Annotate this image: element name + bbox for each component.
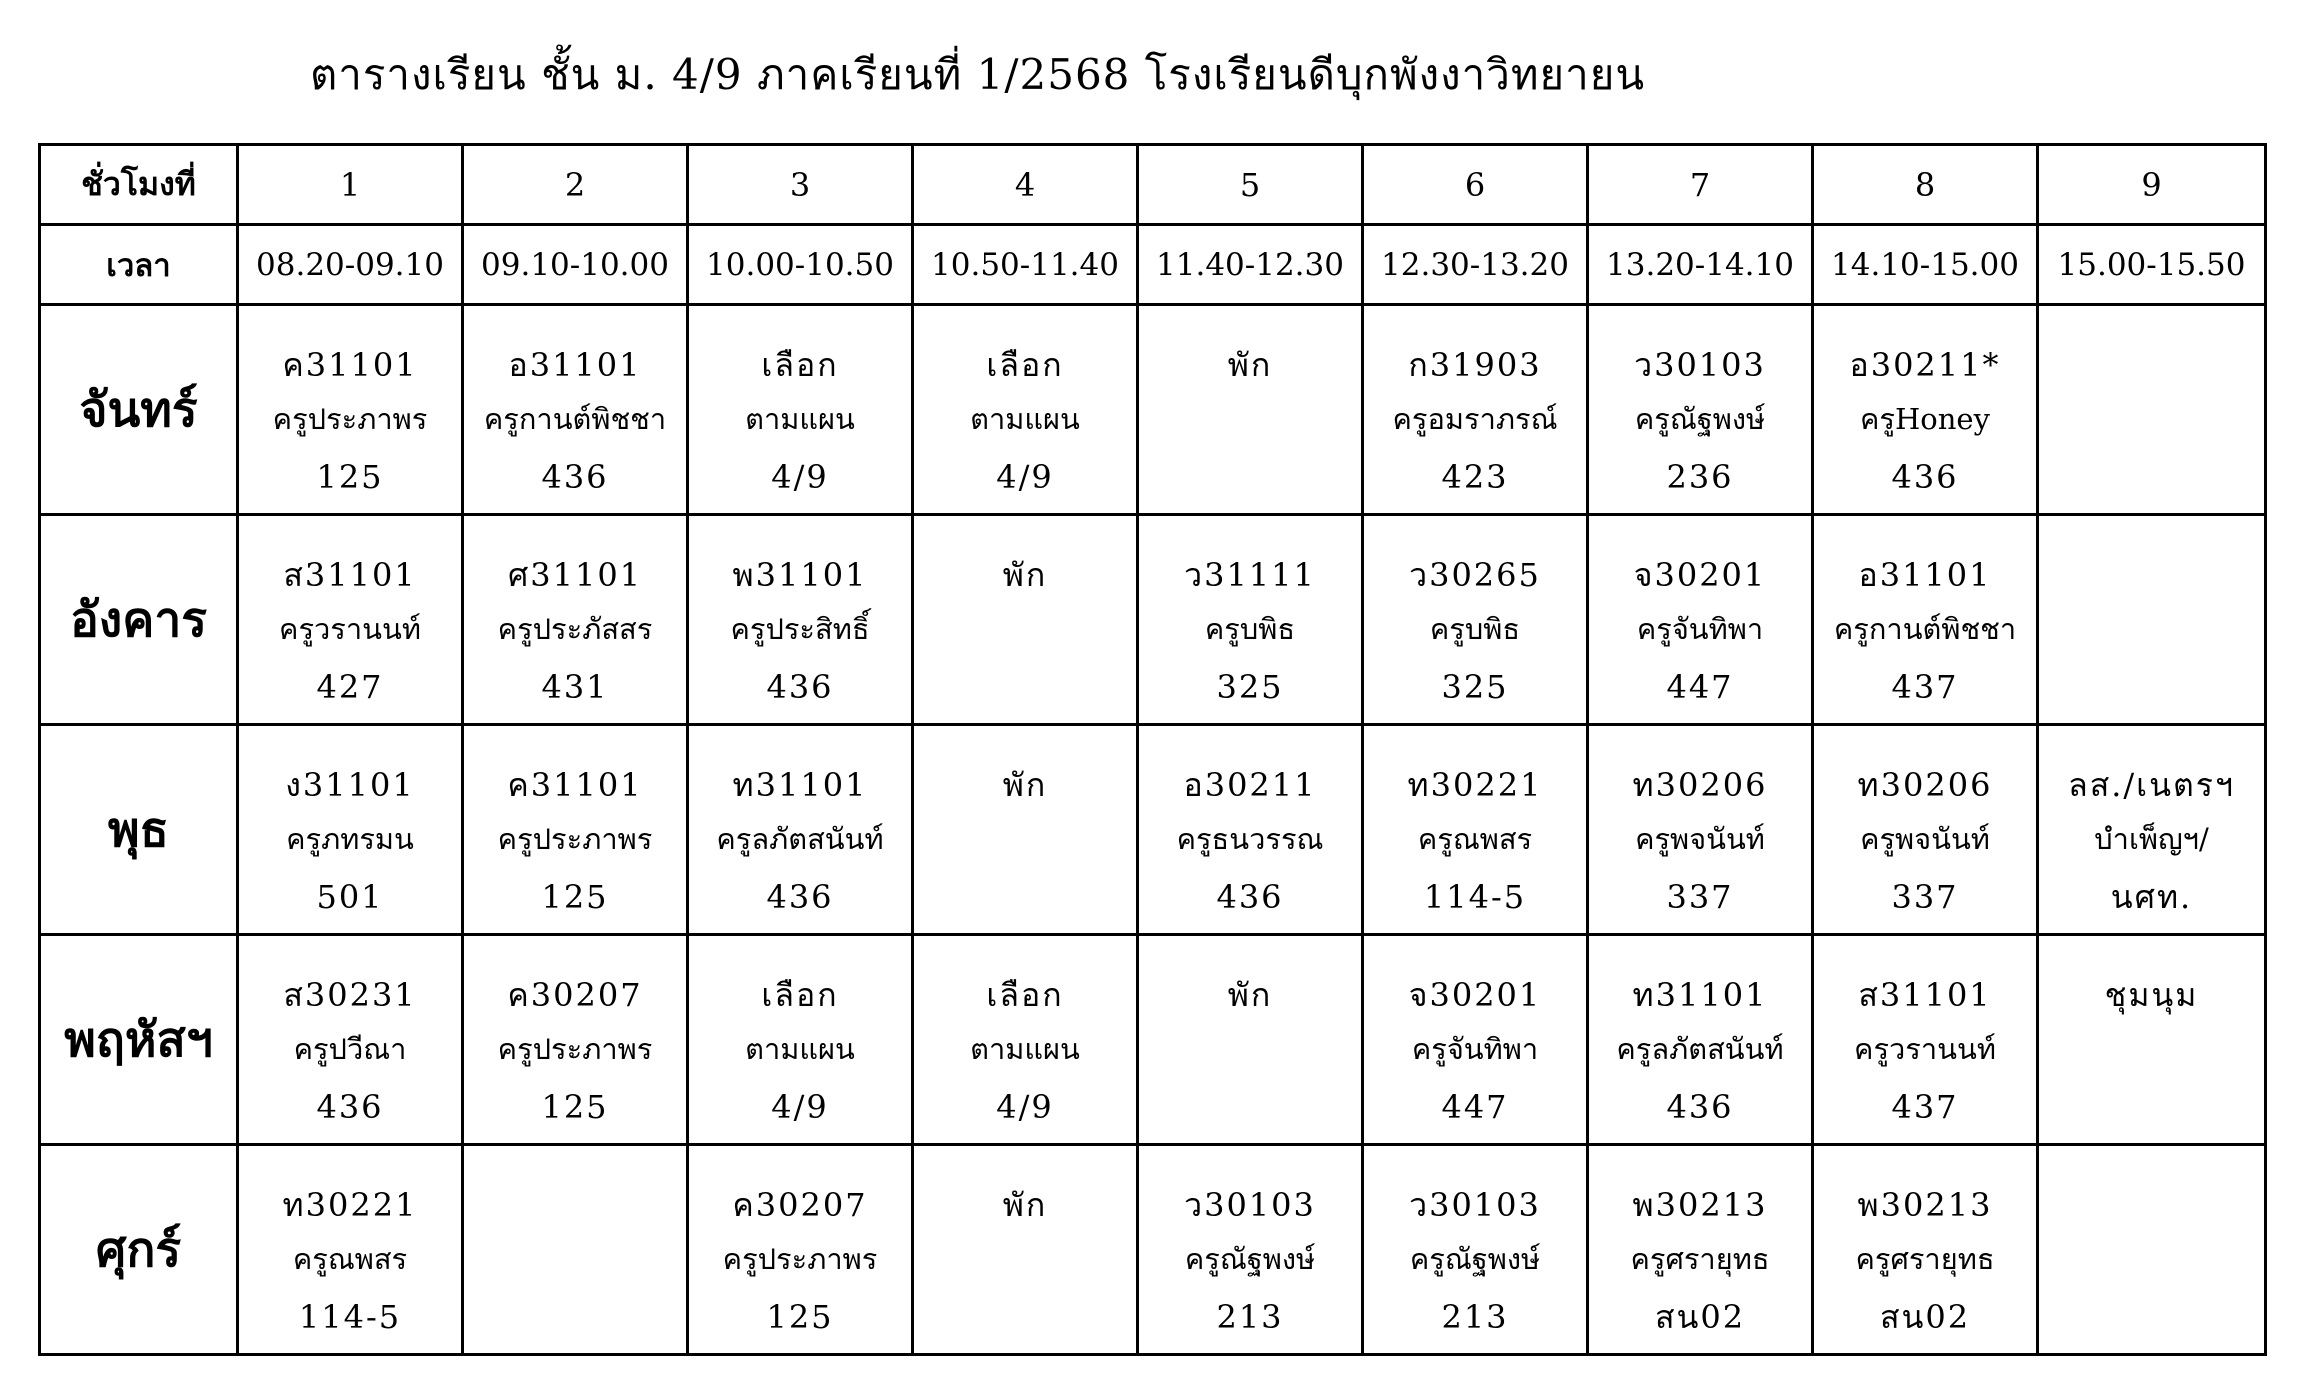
time-range: 09.10-10.00 <box>463 225 688 305</box>
period-number: 6 <box>1363 145 1588 225</box>
schedule-cell <box>1813 1145 2038 1355</box>
schedule-cell <box>238 725 463 935</box>
schedule-cell <box>238 305 463 515</box>
time-range: 08.20-09.10 <box>238 225 463 305</box>
subject-code: พัก <box>1002 555 1048 594</box>
subject-code: พัก <box>1002 765 1048 804</box>
schedule-cell <box>913 725 1138 935</box>
subject-code: พ30213 <box>1857 1185 1993 1224</box>
time-range: 14.10-15.00 <box>1813 225 2038 305</box>
teacher-name: ครูณพสร <box>292 1241 408 1276</box>
schedule-cell <box>1138 305 1363 515</box>
schedule-cell <box>1588 725 1813 935</box>
teacher-name: ครูHoney <box>1860 401 1990 436</box>
day-row <box>40 935 2266 1145</box>
period-number: 3 <box>688 145 913 225</box>
teacher-name: ครูธนวรรณ <box>1176 821 1324 856</box>
day-row <box>40 725 2266 935</box>
teacher-name: ครูลภัตสนันท์ <box>1616 1031 1784 1066</box>
teacher-name: ครูบพิธ <box>1204 611 1296 646</box>
room-number: 437 <box>1891 1087 1959 1126</box>
day-row <box>40 515 2266 725</box>
teacher-name: ครูปวีณา <box>293 1031 407 1066</box>
subject-code: ค30207 <box>507 975 643 1014</box>
subject-code: ว30265 <box>1409 555 1541 594</box>
room-number: สน02 <box>1654 1297 1746 1336</box>
schedule-cell <box>2038 725 2266 935</box>
room-number: 125 <box>316 457 384 496</box>
schedule-cell <box>2038 305 2266 515</box>
period-number: 2 <box>463 145 688 225</box>
subject-code: ท30221 <box>282 1185 418 1224</box>
subject-code: อ30211 <box>1183 765 1317 804</box>
room-number: 427 <box>316 667 384 706</box>
day-label: อังคาร <box>40 515 238 725</box>
schedule-cell <box>1588 935 1813 1145</box>
schedule-cell <box>238 515 463 725</box>
period-number-row <box>40 145 2266 225</box>
time-range: 13.20-14.10 <box>1588 225 1813 305</box>
schedule-cell <box>913 305 1138 515</box>
schedule-cell <box>2038 1145 2266 1355</box>
schedule-cell <box>688 305 913 515</box>
schedule-cell <box>1138 725 1363 935</box>
period-number: 8 <box>1813 145 2038 225</box>
teacher-name: ครูบพิธ <box>1429 611 1521 646</box>
room-number: 4/9 <box>996 1087 1054 1126</box>
subject-code: ง31101 <box>285 765 415 804</box>
schedule-cell <box>1813 935 2038 1145</box>
subject-code: พัก <box>1227 975 1273 1014</box>
subject-code: ชุมนุม <box>2104 975 2199 1014</box>
schedule-cell <box>913 1145 1138 1355</box>
period-header-label: ชั่วโมงที่ <box>40 145 238 225</box>
day-rows <box>40 305 2266 1355</box>
timetable <box>38 143 2267 1356</box>
time-range: 12.30-13.20 <box>1363 225 1588 305</box>
subject-code: อ31101 <box>508 345 642 384</box>
room-number: 114-5 <box>1423 877 1527 916</box>
subject-code: จ30201 <box>1633 555 1767 594</box>
room-number: สน02 <box>1879 1297 1971 1336</box>
day-label: ศุกร์ <box>40 1145 238 1355</box>
subject-code: ท30206 <box>1632 765 1768 804</box>
room-number: 436 <box>316 1087 384 1126</box>
schedule-cell <box>1138 515 1363 725</box>
schedule-cell <box>1363 305 1588 515</box>
subject-code: ท31101 <box>1632 975 1768 1014</box>
subject-code: ท30206 <box>1857 765 1993 804</box>
subject-code: ท31101 <box>732 765 868 804</box>
teacher-name: ครูประภัสสร <box>497 611 653 646</box>
teacher-name: ครูพจนันท์ <box>1635 821 1765 856</box>
subject-code: ว30103 <box>1184 1185 1316 1224</box>
schedule-cell <box>1138 935 1363 1145</box>
day-label: จันทร์ <box>40 305 238 515</box>
subject-code: ส31101 <box>283 555 417 594</box>
time-range: 15.00-15.50 <box>2038 225 2266 305</box>
period-number: 9 <box>2038 145 2266 225</box>
room-number: 447 <box>1441 1087 1509 1126</box>
subject-code: จ30201 <box>1408 975 1542 1014</box>
room-number: 114-5 <box>298 1297 402 1336</box>
day-row <box>40 1145 2266 1355</box>
schedule-cell <box>1138 1145 1363 1355</box>
teacher-name: ครูวรานนท์ <box>279 611 421 646</box>
room-number: 423 <box>1441 457 1509 496</box>
room-number: 325 <box>1441 667 1509 706</box>
schedule-cell <box>463 935 688 1145</box>
teacher-name: ตามแผน <box>745 1031 855 1066</box>
room-number: 236 <box>1666 457 1734 496</box>
subject-code: ก31903 <box>1408 345 1542 384</box>
subject-code: ค31101 <box>507 765 643 804</box>
schedule-cell <box>688 935 913 1145</box>
subject-code: ว31111 <box>1184 555 1316 594</box>
subject-code: ค30207 <box>732 1185 868 1224</box>
period-number: 4 <box>913 145 1138 225</box>
room-number: 431 <box>541 667 609 706</box>
teacher-name: ครูประภาพร <box>722 1241 878 1276</box>
teacher-name: ครูประภาพร <box>272 401 428 436</box>
room-number: 436 <box>766 877 834 916</box>
time-row <box>40 225 2266 305</box>
subject-code: พัก <box>1227 345 1273 384</box>
day-row <box>40 305 2266 515</box>
subject-code: ค31101 <box>282 345 418 384</box>
period-number: 5 <box>1138 145 1363 225</box>
schedule-cell <box>1588 1145 1813 1355</box>
subject-code: ส30231 <box>283 975 417 1014</box>
subject-code: เลือก <box>761 975 839 1014</box>
teacher-name: ครูศรายุทธ <box>1630 1241 1770 1276</box>
teacher-name: ครูศรายุทธ <box>1855 1241 1995 1276</box>
subject-code: ส31101 <box>1858 975 1992 1014</box>
subject-code: พ30213 <box>1632 1185 1768 1224</box>
schedule-cell <box>1363 935 1588 1145</box>
teacher-name: ครูพจนันท์ <box>1860 821 1990 856</box>
room-number: 436 <box>541 457 609 496</box>
schedule-cell <box>1588 305 1813 515</box>
room-number: 501 <box>316 877 384 916</box>
room-number: 436 <box>1666 1087 1734 1126</box>
subject-code: ว30103 <box>1634 345 1766 384</box>
teacher-name: ครูจันทิพา <box>1636 611 1764 646</box>
room-number: 436 <box>1216 877 1284 916</box>
period-number: 1 <box>238 145 463 225</box>
schedule-cell <box>2038 515 2266 725</box>
schedule-cell <box>688 1145 913 1355</box>
schedule-cell <box>913 515 1138 725</box>
room-number: นศท. <box>2110 877 2193 916</box>
schedule-cell <box>688 725 913 935</box>
subject-code: เลือก <box>986 975 1064 1014</box>
period-number: 7 <box>1588 145 1813 225</box>
teacher-name: ครูณัฐพงษ์ <box>1409 1241 1541 1276</box>
schedule-cell <box>1813 515 2038 725</box>
day-label: พุธ <box>40 725 238 935</box>
room-number: 4/9 <box>771 457 829 496</box>
room-number: 125 <box>766 1297 834 1336</box>
time-range: 10.50-11.40 <box>913 225 1138 305</box>
schedule-cell <box>238 1145 463 1355</box>
day-label: พฤหัสฯ <box>40 935 238 1145</box>
teacher-name: ครูประภาพร <box>497 1031 653 1066</box>
subject-code: ว30103 <box>1409 1185 1541 1224</box>
subject-code: ลส./เนตรฯ <box>2068 765 2235 804</box>
teacher-name: ครูกานต์พิชชา <box>483 401 667 436</box>
schedule-cell <box>463 725 688 935</box>
room-number: 213 <box>1216 1297 1284 1336</box>
room-number: 4/9 <box>996 457 1054 496</box>
teacher-name: ครูประสิทธิ์ <box>730 611 870 646</box>
subject-code: เลือก <box>761 345 839 384</box>
room-number: 325 <box>1216 667 1284 706</box>
subject-code: อ31101 <box>1858 555 1992 594</box>
schedule-cell <box>463 515 688 725</box>
teacher-name: ครูประภาพร <box>497 821 653 856</box>
teacher-name: บำเพ็ญฯ/ <box>2094 821 2209 856</box>
schedule-cell <box>238 935 463 1145</box>
room-number: 337 <box>1891 877 1959 916</box>
room-number: 125 <box>541 877 609 916</box>
teacher-name: ครูณัฐพงษ์ <box>1634 401 1766 436</box>
schedule-cell <box>688 515 913 725</box>
room-number: 447 <box>1666 667 1734 706</box>
schedule-cell <box>913 935 1138 1145</box>
teacher-name: ครูอมราภรณ์ <box>1392 401 1558 436</box>
room-number: 213 <box>1441 1297 1509 1336</box>
subject-code: พัก <box>1002 1185 1048 1224</box>
teacher-name: ตามแผน <box>745 401 855 436</box>
room-number: 4/9 <box>771 1087 829 1126</box>
time-range: 11.40-12.30 <box>1138 225 1363 305</box>
schedule-cell <box>463 1145 688 1355</box>
schedule-cell <box>1813 305 2038 515</box>
teacher-name: ครูลภัตสนันท์ <box>716 821 884 856</box>
teacher-name: ครูภทรมน <box>286 821 414 856</box>
teacher-name: ครูจันทิพา <box>1411 1031 1539 1066</box>
schedule-cell <box>2038 935 2266 1145</box>
subject-code: เลือก <box>986 345 1064 384</box>
schedule-cell <box>1588 515 1813 725</box>
room-number: 436 <box>1891 457 1959 496</box>
schedule-cell <box>1363 725 1588 935</box>
room-number: 337 <box>1666 877 1734 916</box>
subject-code: อ30211* <box>1849 345 2001 384</box>
page-title: ตารางเรียน ชั้น ม. 4/9 ภาคเรียนที่ 1/2568 โรงเรียนดีบุกพังงาวิทยายน <box>310 50 1646 99</box>
schedule-cell <box>1363 515 1588 725</box>
subject-code: ท30221 <box>1407 765 1543 804</box>
room-number: 125 <box>541 1087 609 1126</box>
teacher-name: ตามแผน <box>970 401 1080 436</box>
subject-code: ศ31101 <box>507 555 643 594</box>
schedule-cell <box>463 305 688 515</box>
teacher-name: ตามแผน <box>970 1031 1080 1066</box>
time-range: 10.00-10.50 <box>688 225 913 305</box>
teacher-name: ครูณพสร <box>1417 821 1533 856</box>
schedule-cell <box>1363 1145 1588 1355</box>
room-number: 436 <box>766 667 834 706</box>
schedule-cell <box>1813 725 2038 935</box>
teacher-name: ครูณัฐพงษ์ <box>1184 1241 1316 1276</box>
teacher-name: ครูวรานนท์ <box>1854 1031 1996 1066</box>
subject-code: พ31101 <box>732 555 868 594</box>
time-header-label: เวลา <box>40 225 238 305</box>
room-number: 437 <box>1891 667 1959 706</box>
teacher-name: ครูกานต์พิชชา <box>1833 611 2017 646</box>
